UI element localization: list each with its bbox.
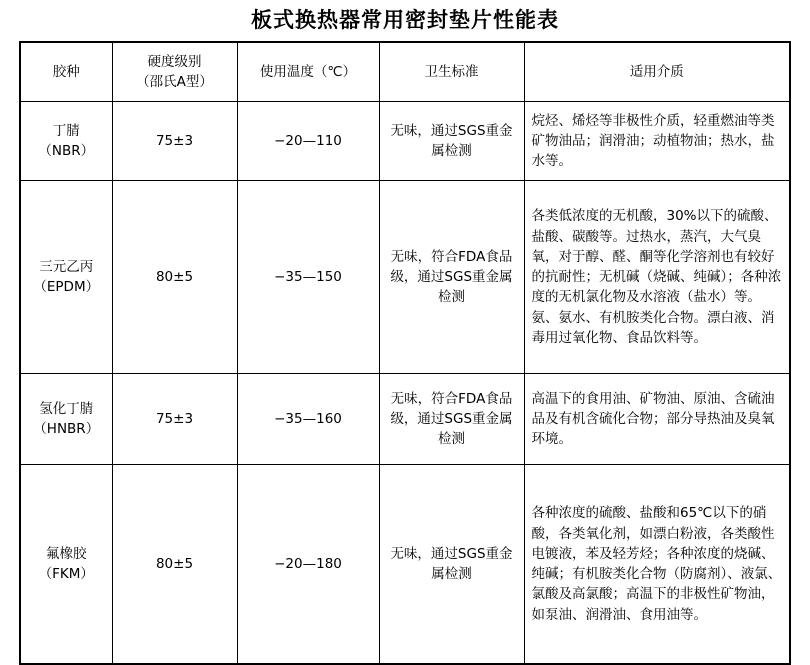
cell-media: 各类低浓度的无机酸，30%以下的硫酸、盐酸、碳酸等。过热水，蒸汽，大气臭氧，对于醇、醛、酮等化学溶剂也有较好的抗耐性；无机碱（烧碱、纯碱）；各种浓度的无机氯化物及水溶液（盐水）等。氨、氨水、有机胺类化合物。漂白液、消毒用过氧化物、食品饮料等。 xyxy=(524,181,790,374)
cell-material-name xyxy=(20,102,112,181)
cell-hardness: 75±3 xyxy=(112,102,237,181)
column-header-hygiene-line1: 卫生标准 xyxy=(424,64,479,81)
cell-material-name xyxy=(20,374,112,465)
cell-hygiene: 无味，通过SGS重金属检测 xyxy=(379,102,524,181)
column-header-hardness-line2: （邵氏A型） xyxy=(136,74,213,91)
cell-temperature: −20—110 xyxy=(237,102,379,181)
cell-hygiene: 无味，通过SGS重金属检测 xyxy=(379,465,524,665)
gasket-performance-table xyxy=(19,41,791,665)
page-title: 板式换热器常用密封垫片性能表 xyxy=(251,8,559,32)
material-name-line2: （NBR） xyxy=(38,143,95,160)
cell-temperature: −35—150 xyxy=(237,181,379,374)
material-name-line1: 丁腈 xyxy=(52,122,80,139)
table-header xyxy=(20,42,790,102)
material-name-line1: 三元乙丙 xyxy=(39,258,94,275)
column-header-media-line1: 适用介质 xyxy=(629,64,684,81)
table-header-row xyxy=(20,42,790,102)
column-header-media xyxy=(524,42,790,102)
material-name-line1: 氢化丁腈 xyxy=(39,400,94,417)
column-header-temperature xyxy=(237,42,379,102)
column-header-hardness-line1: 硬度级别 xyxy=(147,53,202,70)
column-header-material-line1: 胶种 xyxy=(52,64,80,81)
cell-temperature: −35—160 xyxy=(237,374,379,465)
cell-hygiene: 无味，符合FDA食品级，通过SGS重金属检测 xyxy=(379,374,524,465)
column-header-hygiene xyxy=(379,42,524,102)
cell-media: 烷烃、烯烃等非极性介质，轻重燃油等类矿物油品；润滑油；动植物油；热水，盐水等。 xyxy=(524,102,790,181)
cell-hardness: 80±5 xyxy=(112,465,237,665)
cell-media: 高温下的食用油、矿物油、原油、含硫油品及有机含硫化合物；部分导热油及臭氧环境。 xyxy=(524,374,790,465)
table-row xyxy=(20,374,790,465)
cell-temperature: −20—180 xyxy=(237,465,379,665)
material-name-line2: （EPDM） xyxy=(33,279,100,296)
material-name-line1: 氟橡胶 xyxy=(46,545,87,562)
column-header-material xyxy=(20,42,112,102)
table-row xyxy=(20,181,790,374)
cell-material-name xyxy=(20,465,112,665)
cell-media: 各种浓度的硫酸、盐酸和65℃以下的硝酸，各类氧化剂，如漂白粉液，各类酸性电镀液，苯及轻芳烃；各种浓度的烧碱、纯碱；有机胺类化合物（防腐剂）、液氯、氯酸及高氯酸；高温下的非极性矿物油，如泵油、润滑油、食用油等。 xyxy=(524,465,790,665)
material-name-line2: （FKM） xyxy=(38,566,94,583)
cell-material-name xyxy=(20,181,112,374)
cell-hygiene: 无味，符合FDA食品级，通过SGS重金属检测 xyxy=(379,181,524,374)
material-name-line2: （HNBR） xyxy=(33,421,100,438)
table-body xyxy=(20,102,790,665)
cell-hardness: 75±3 xyxy=(112,374,237,465)
table-row xyxy=(20,465,790,665)
cell-hardness: 80±5 xyxy=(112,181,237,374)
column-header-hardness xyxy=(112,42,237,102)
column-header-temperature-line1: 使用温度（℃） xyxy=(259,64,357,81)
table-row xyxy=(20,102,790,181)
